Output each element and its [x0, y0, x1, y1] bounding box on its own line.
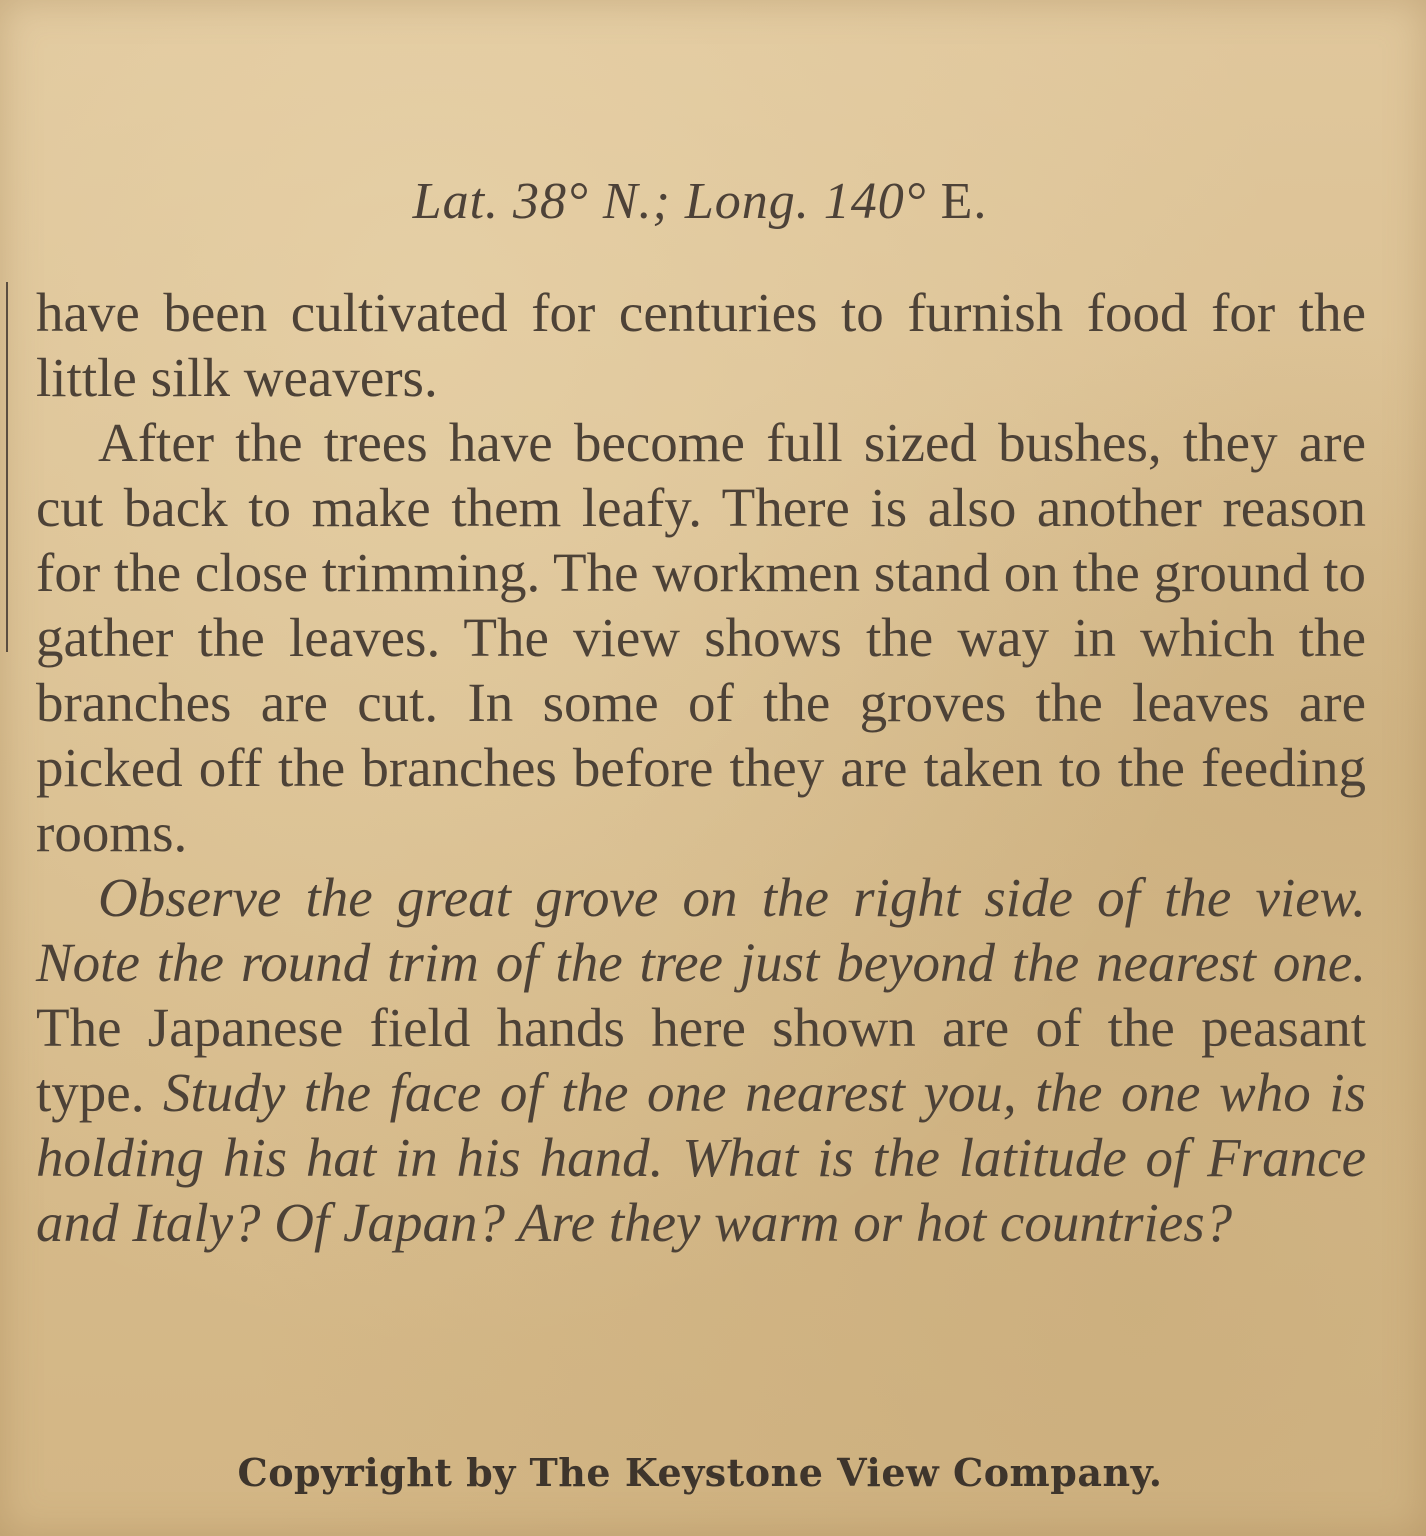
coordinates-suffix: E.: [940, 173, 988, 230]
coordinates-heading: [0, 172, 1400, 231]
description-text: [36, 280, 1366, 1255]
paragraph-1: have been cultivated for centuries to furnish food for the little silk weavers.: [36, 282, 1366, 408]
paragraph-3-roman: The Japanese field hands here shown are of the peasant type.: [36, 997, 1366, 1123]
paragraph-2: After the trees have become full sized bushes, they are cut back to make them leafy. There is also another reason for the close trimming. The workmen stand on the ground to gather the leaves. The view shows the way in which the branches are cut. In some of the groves the leaves are picked off the branches before they are taken to the feeding rooms.: [36, 412, 1366, 863]
coordinates-main: Lat. 38° N.; Long. 140°: [412, 173, 927, 230]
paragraph-3-italic-2: Study the face of the one nearest you, the one who is holding his hat in his hand. What is the latitude of France and Italy? Of Japan? Are they warm or hot countries?: [36, 1062, 1366, 1253]
copyright-line: Copyright by The Keystone View Company.: [237, 1450, 1163, 1495]
paragraph-3: [36, 865, 1366, 1255]
left-margin-rule: [6, 282, 8, 652]
paragraph-3-italic-1: Observe the great grove on the right side of the view. Note the round trim of the tree just beyond the nearest one.: [36, 867, 1366, 993]
